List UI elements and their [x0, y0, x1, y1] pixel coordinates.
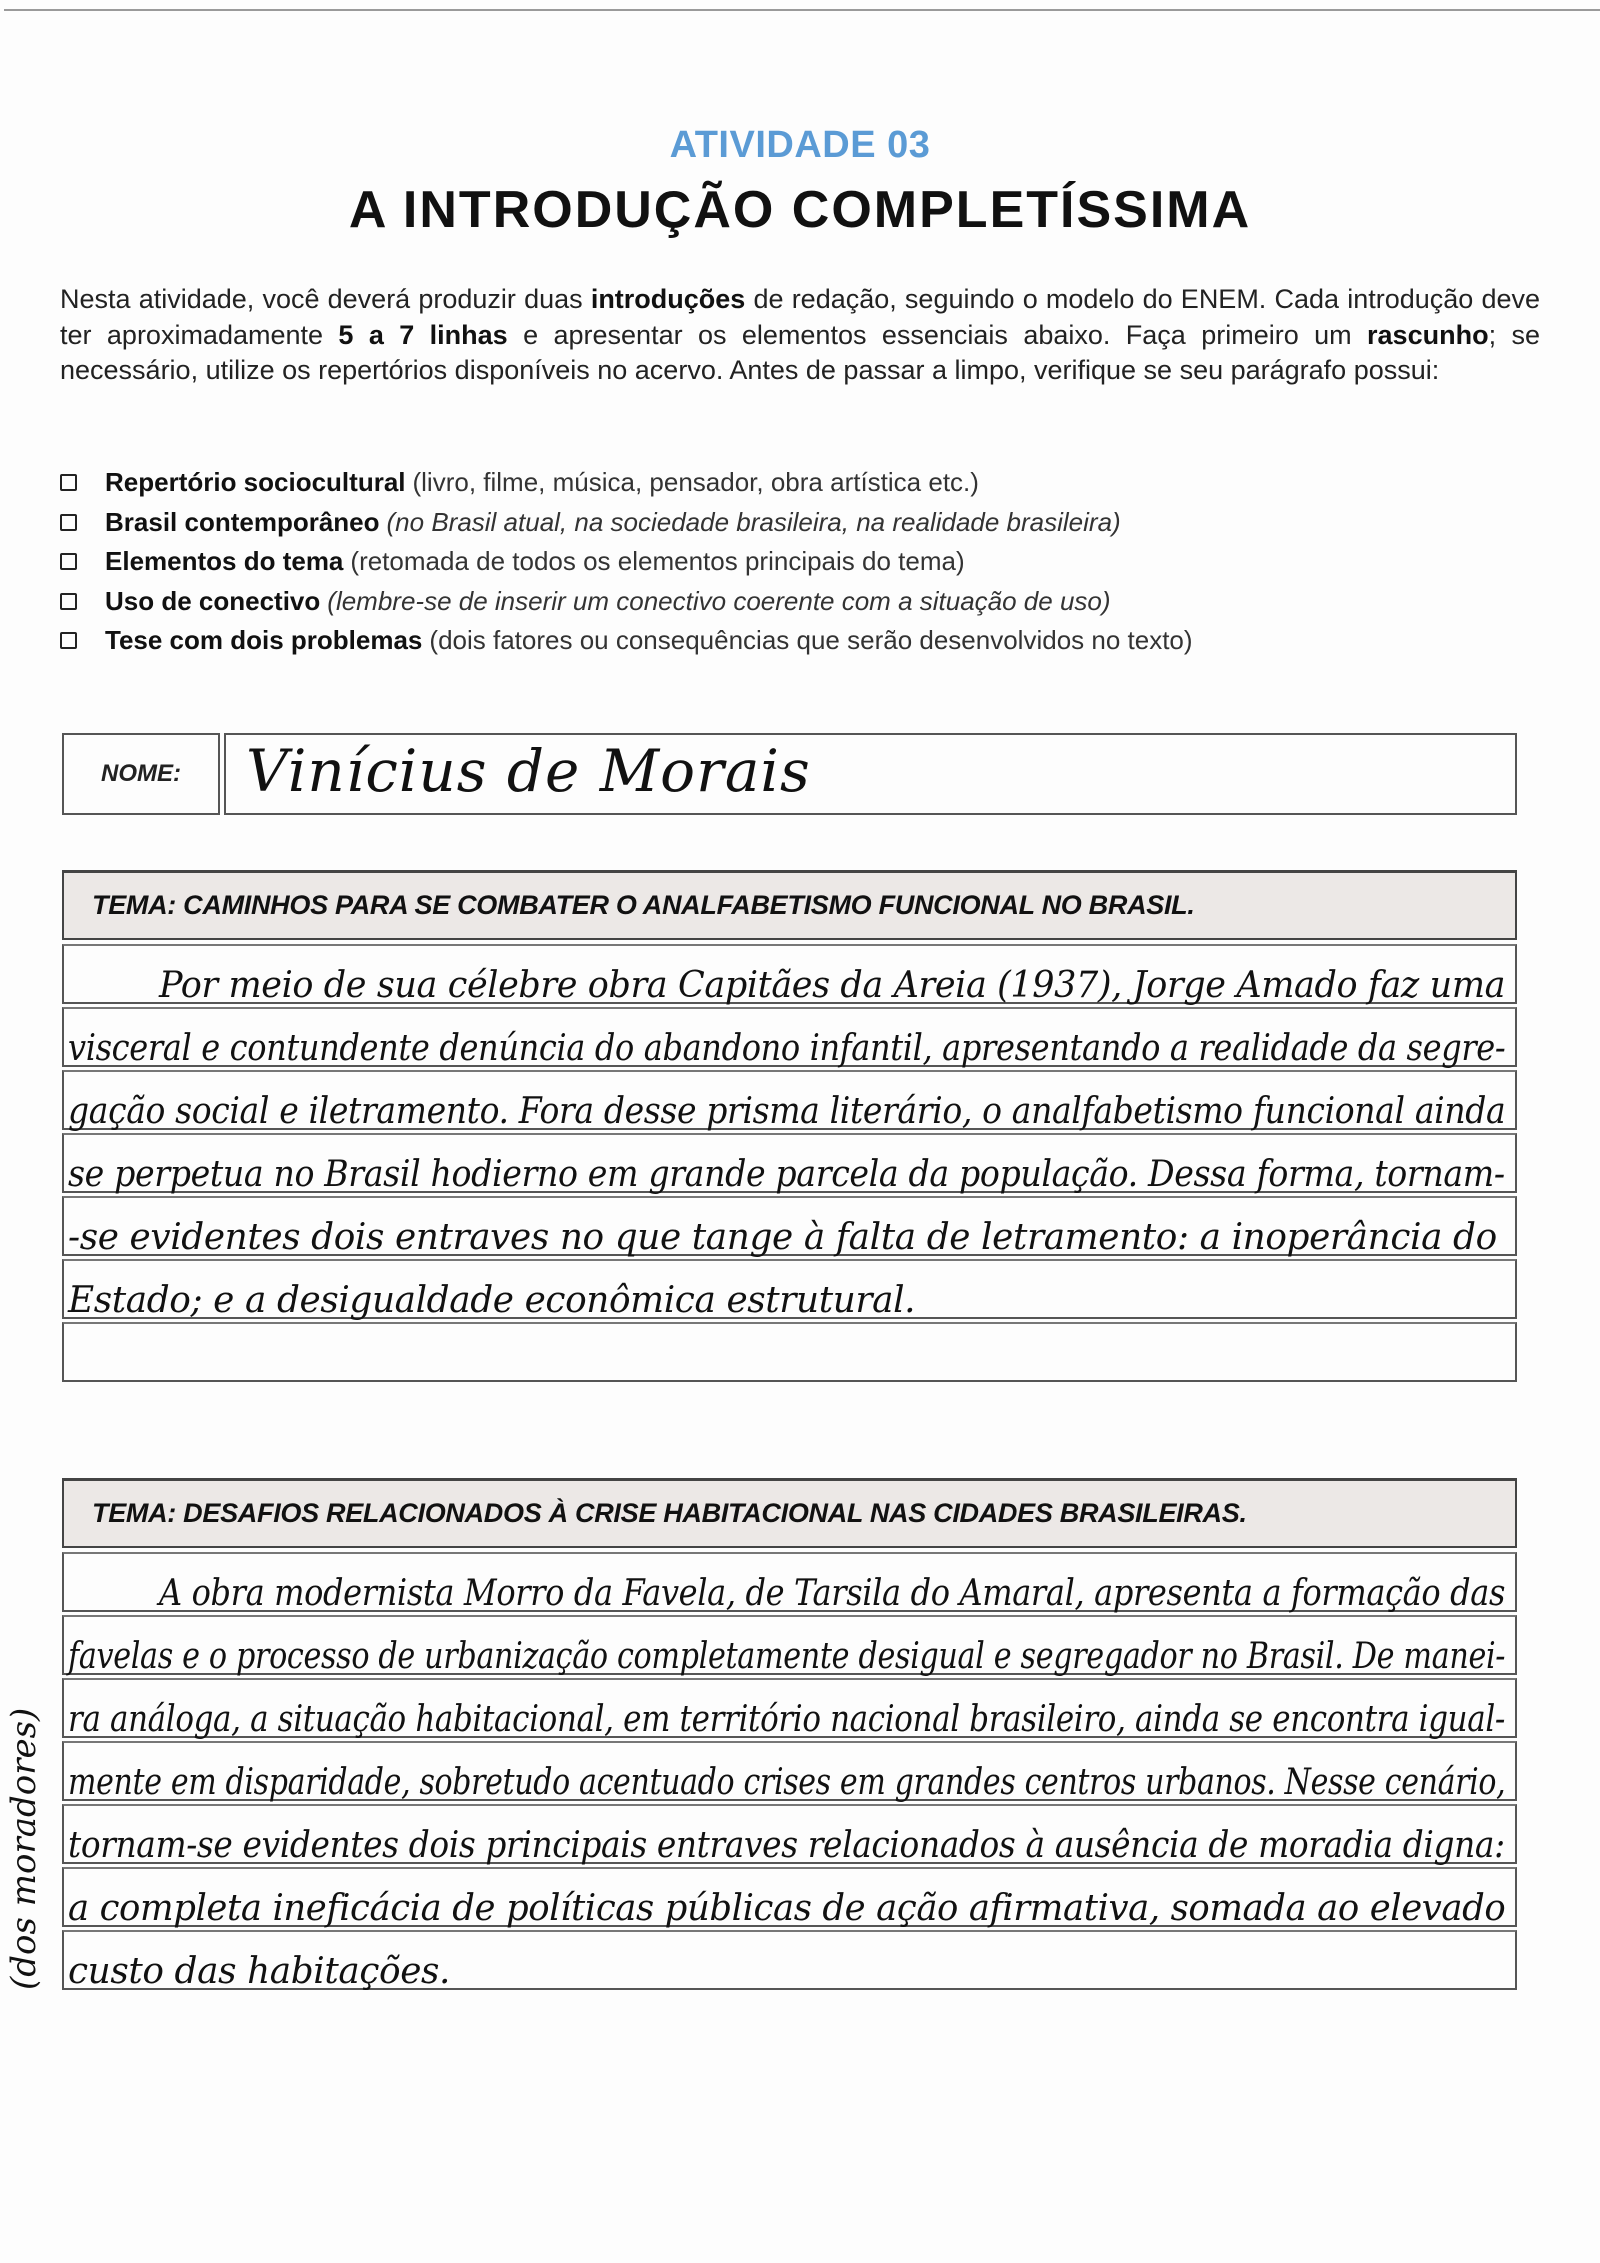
top-rule	[4, 9, 1600, 11]
writing-line[interactable]	[62, 1678, 1517, 1738]
name-field	[62, 733, 1517, 813]
handwritten-text: se perpetua no Brasil hodierno em grande parcela da população. Dessa forma, tornam-	[68, 1154, 1505, 1195]
handwritten-text: mente em disparidade, sobretudo acentuado crises em grandes centros urbanos. Nesse cenário,	[68, 1762, 1506, 1803]
writing-line[interactable]	[62, 1867, 1517, 1927]
name-value: Vinícius de Morais	[246, 737, 811, 805]
writing-line[interactable]	[62, 1741, 1517, 1801]
writing-line[interactable]	[62, 1070, 1517, 1130]
checkbox-icon[interactable]	[60, 553, 77, 570]
writing-line[interactable]	[62, 1259, 1517, 1319]
theme-section-1	[62, 870, 1517, 1385]
theme-title: TEMA: DESAFIOS RELACIONADOS À CRISE HABITACIONAL NAS CIDADES BRASILEIRAS.	[62, 1478, 1517, 1548]
writing-lines	[62, 944, 1517, 1382]
writing-line[interactable]	[62, 1930, 1517, 1990]
requirements-checklist	[60, 463, 1540, 661]
instruction-text: ; se necessário, utilize os repertórios disponíveis no acervo. Antes de passar a limpo, verifique se seu parágrafo possui:	[60, 319, 1540, 385]
checklist-term: Elementos do tema	[105, 546, 344, 577]
instruction-emphasis: rascunho	[1367, 319, 1489, 350]
handwritten-text: -se evidentes dois entraves no que tange à falta de letramento: a inoperância do	[68, 1217, 1497, 1258]
writing-line[interactable]	[62, 944, 1517, 1004]
checklist-term: Uso de conectivo	[105, 585, 321, 616]
checklist-term: Tese com dois problemas	[105, 625, 423, 656]
instruction-emphasis: 5 a 7 linhas	[338, 319, 508, 350]
writing-line[interactable]	[62, 1007, 1517, 1067]
handwritten-text: Por meio de sua célebre obra Capitães da Areia (1937), Jorge Amado faz uma	[159, 965, 1506, 1006]
margin-annotation: (dos moradores)	[4, 1707, 44, 1990]
name-label: NOME:	[62, 733, 220, 815]
handwritten-text: tornam-se evidentes dois principais entraves relacionados à ausência de moradia digna:	[68, 1825, 1505, 1866]
handwritten-text: gação social e iletramento. Fora desse prisma literário, o analfabetismo funcional ainda	[68, 1091, 1506, 1132]
checklist-desc: (livro, filme, música, pensador, obra artística etc.)	[412, 467, 979, 498]
instruction-text: de redação, seguindo o modelo do ENEM. Cada introdução deve ter aproximadamente	[60, 284, 1540, 350]
instruction-text: Nesta atividade, você deverá produzir duas	[60, 284, 591, 314]
instruction-text: e apresentar os elementos essenciais abaixo. Faça primeiro um	[507, 319, 1368, 350]
handwritten-text: visceral e contundente denúncia do abandono infantil, apresentando a realidade da segre-	[68, 1028, 1506, 1069]
theme-section-2	[62, 1478, 1517, 1993]
checklist-desc: (lembre-se de inserir um conectivo coerente com a situação de uso)	[327, 585, 1111, 616]
activity-label: ATIVIDADE 03	[669, 124, 931, 166]
handwritten-text: favelas e o processo de urbanização completamente desigual e segregador no Brasil. De manei-	[68, 1636, 1506, 1677]
handwritten-text: Estado; e a desigualdade econômica estrutural.	[68, 1280, 916, 1321]
writing-line[interactable]	[62, 1615, 1517, 1675]
handwritten-text: ra análoga, a situação habitacional, em território nacional brasileiro, ainda se encontra igual-	[68, 1699, 1505, 1740]
checklist-term: Brasil contemporâneo	[105, 506, 380, 537]
writing-lines	[62, 1552, 1517, 1990]
checklist-item[interactable]	[60, 582, 1540, 622]
theme-title: TEMA: CAMINHOS PARA SE COMBATER O ANALFABETISMO FUNCIONAL NO BRASIL.	[62, 870, 1517, 940]
writing-line[interactable]	[62, 1322, 1517, 1382]
checkbox-icon[interactable]	[60, 593, 77, 610]
checklist-item[interactable]	[60, 503, 1540, 543]
checkbox-icon[interactable]	[60, 632, 77, 649]
instruction-emphasis: introduções	[590, 284, 746, 314]
checklist-desc: (dois fatores ou consequências que serão desenvolvidos no texto)	[429, 625, 1193, 656]
handwritten-text: custo das habitações.	[68, 1951, 451, 1992]
checklist-item[interactable]	[60, 542, 1540, 582]
checklist-item[interactable]	[60, 621, 1540, 661]
writing-line[interactable]	[62, 1133, 1517, 1193]
checklist-desc: (no Brasil atual, na sociedade brasileira, na realidade brasileira)	[386, 506, 1121, 537]
checklist-term: Repertório sociocultural	[105, 467, 406, 498]
handwritten-text: a completa ineficácia de políticas públicas de ação afirmativa, somada ao elevado	[68, 1888, 1506, 1929]
handwritten-text: A obra modernista Morro da Favela, de Tarsila do Amaral, apresenta a formação das	[159, 1573, 1506, 1614]
writing-line[interactable]	[62, 1804, 1517, 1864]
checklist-item[interactable]	[60, 463, 1540, 503]
checkbox-icon[interactable]	[60, 474, 77, 491]
name-input[interactable]	[224, 733, 1517, 815]
page-title: A INTRODUÇÃO COMPLETÍSSIMA	[348, 181, 1252, 239]
instructions-paragraph	[60, 282, 1540, 389]
writing-line[interactable]	[62, 1196, 1517, 1256]
checklist-desc: (retomada de todos os elementos principais do tema)	[350, 546, 965, 577]
checkbox-icon[interactable]	[60, 514, 77, 531]
writing-line[interactable]	[62, 1552, 1517, 1612]
